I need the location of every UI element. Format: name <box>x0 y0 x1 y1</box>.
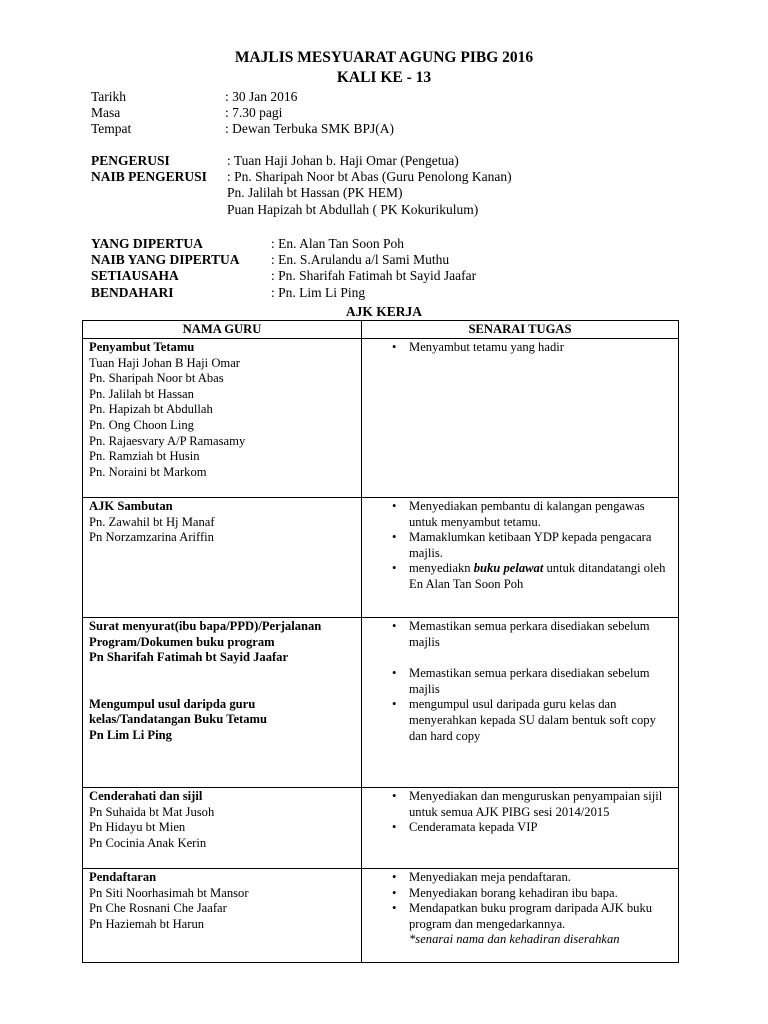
name-cell <box>83 618 362 788</box>
detail-label: Tarikh <box>91 89 127 104</box>
detail-value: Pn. Jalilah bt Hassan (PK HEM) <box>227 185 403 201</box>
detail-value: : Pn. Sharipah Noor bt Abas (Guru Penolong Kanan) <box>227 169 512 185</box>
committee-table <box>82 320 679 963</box>
name-cell <box>83 498 362 618</box>
task-list <box>368 340 672 356</box>
group-title: Mengumpul usul daripda guru <box>89 696 256 711</box>
detail-label: Tempat <box>91 121 132 137</box>
group-title: kelas/Tandatangan Buku Tetamu <box>89 712 268 727</box>
task-list <box>368 870 672 932</box>
task-cell <box>362 618 679 788</box>
task-item: • Mendapatkan buku program daripada AJK buku program dan mengedarkannya. <box>368 901 672 932</box>
column-header-name: NAMA GURU <box>83 321 362 339</box>
task-list <box>368 619 672 650</box>
name-cell <box>83 788 362 869</box>
teacher-name: Tuan Haji Johan B Haji Omar <box>89 355 240 370</box>
task-note: *senarai nama dan kehadiran diserahkan <box>409 932 620 947</box>
teacher-name: Pn. Jalilah bt Hassan <box>89 386 194 401</box>
teacher-name: Pn. Ramziah bt Husin <box>89 449 200 464</box>
task-text: menyediakn <box>409 561 474 576</box>
task-item: • Menyediakan borang kehadiran ibu bapa. <box>368 886 672 902</box>
group-title: Pn Lim Li Ping <box>89 727 172 742</box>
detail-value: : Pn. Lim Li Ping <box>271 284 366 300</box>
teacher-name: Pn. Noraini bt Markom <box>89 464 207 479</box>
task-list <box>368 666 672 744</box>
teacher-name: Pn Norzamzarina Ariffin <box>89 530 214 545</box>
teacher-name: Pn Cocinia Anak Kerin <box>89 835 207 850</box>
table-row <box>83 618 679 788</box>
task-cell <box>362 498 679 618</box>
group-title: Cenderahati dan sijil <box>89 789 203 803</box>
task-item: • Menyediakan dan menguruskan penyampaian sijil untuk semua AJK PIBG sesi 2014/2015 <box>368 789 672 820</box>
teacher-name: Pn Siti Noorhasimah bt Mansor <box>89 885 249 900</box>
column-header-tasks: SENARAI TUGAS <box>362 321 679 339</box>
detail-value: : 30 Jan 2016 <box>225 89 298 104</box>
task-item: • Menyediakan pembantu di kalangan pengawas untuk menyambut tetamu. <box>368 499 672 530</box>
teacher-name: Pn. Zawahil bt Hj Manaf <box>89 514 215 529</box>
task-item: • Menyambut tetamu yang hadir <box>368 340 672 356</box>
task-cell <box>362 339 679 498</box>
document-title: MAJLIS MESYUARAT AGUNG PIBG 2016 <box>234 49 534 66</box>
detail-label: YANG DIPERTUA <box>91 236 203 251</box>
group-title: Surat menyurat(ibu bapa/PPD)/Perjalanan <box>89 619 322 633</box>
task-list <box>368 499 672 593</box>
table-row <box>83 869 679 963</box>
task-item: • Memastikan semua perkara disediakan sebelum majlis <box>368 619 672 650</box>
detail-value: : Pn. Sharifah Fatimah bt Sayid Jaafar <box>271 268 477 284</box>
name-cell <box>83 869 362 963</box>
table-row <box>83 339 679 498</box>
teacher-name: Pn Che Rosnani Che Jaafar <box>89 901 227 916</box>
detail-value: Puan Hapizah bt Abdullah ( PK Kokurikulum) <box>227 201 479 217</box>
table-row <box>83 788 679 869</box>
task-cell <box>362 788 679 869</box>
section-heading: AJK KERJA <box>345 304 423 319</box>
task-item: • Cenderamata kepada VIP <box>368 820 672 836</box>
teacher-name: Pn Haziemah bt Harun <box>89 916 205 931</box>
group-title: AJK Sambutan <box>89 499 173 513</box>
group-title: Penyambut Tetamu <box>89 340 195 354</box>
detail-label: NAIB YANG DIPERTUA <box>91 252 240 268</box>
detail-value: : En. Alan Tan Soon Poh <box>271 236 405 251</box>
detail-value: : 7.30 pagi <box>225 105 283 121</box>
task-cell <box>362 869 679 963</box>
teacher-name: Pn. Sharipah Noor bt Abas <box>89 371 224 386</box>
detail-value: : Dewan Terbuka SMK BPJ(A) <box>225 121 395 137</box>
task-item: • Memastikan semua perkara disediakan sebelum majlis <box>368 666 672 697</box>
group-title: Program/Dokumen buku program <box>89 634 275 649</box>
teacher-name: Pn Suhaida bt Mat Jusoh <box>89 804 215 819</box>
teacher-name: Pn Hidayu bt Mien <box>89 820 186 835</box>
detail-value: : Tuan Haji Johan b. Haji Omar (Pengetua) <box>227 153 459 168</box>
detail-label: Masa <box>91 105 121 121</box>
detail-label: BENDAHARI <box>91 284 174 300</box>
teacher-name: Pn. Rajaesvary A/P Ramasamy <box>89 433 246 448</box>
task-item: • Menyediakan meja pendaftaran. <box>368 870 672 886</box>
task-item: • mengumpul usul daripada guru kelas dan menyerahkan kepada SU dalam bentuk soft copy dan hard copy <box>368 697 672 744</box>
table-row <box>83 498 679 618</box>
teacher-name: Pn. Hapizah bt Abdullah <box>89 402 213 417</box>
group-title: Pn Sharifah Fatimah bt Sayid Jaafar <box>89 650 289 665</box>
detail-label: SETIAUSAHA <box>91 268 179 284</box>
group-title: Pendaftaran <box>89 870 157 884</box>
teacher-name: Pn. Ong Choon Ling <box>89 417 194 432</box>
detail-label: NAIB PENGERUSI <box>91 169 207 185</box>
name-cell <box>83 339 362 498</box>
task-emphasis: buku pelawat <box>473 561 544 576</box>
task-item: • Mamaklumkan ketibaan YDP kepada pengacara majlis. <box>368 530 672 561</box>
task-list <box>368 789 672 836</box>
document-subtitle: KALI KE - 13 <box>336 69 432 86</box>
detail-value: : En. S.Arulandu a/l Sami Muthu <box>271 252 450 268</box>
table-header-row <box>83 321 679 339</box>
detail-label: PENGERUSI <box>91 153 170 168</box>
task-item <box>368 561 672 592</box>
task-text: untuk ditandatangi oleh En Alan Tan Soon Poh <box>409 561 666 591</box>
